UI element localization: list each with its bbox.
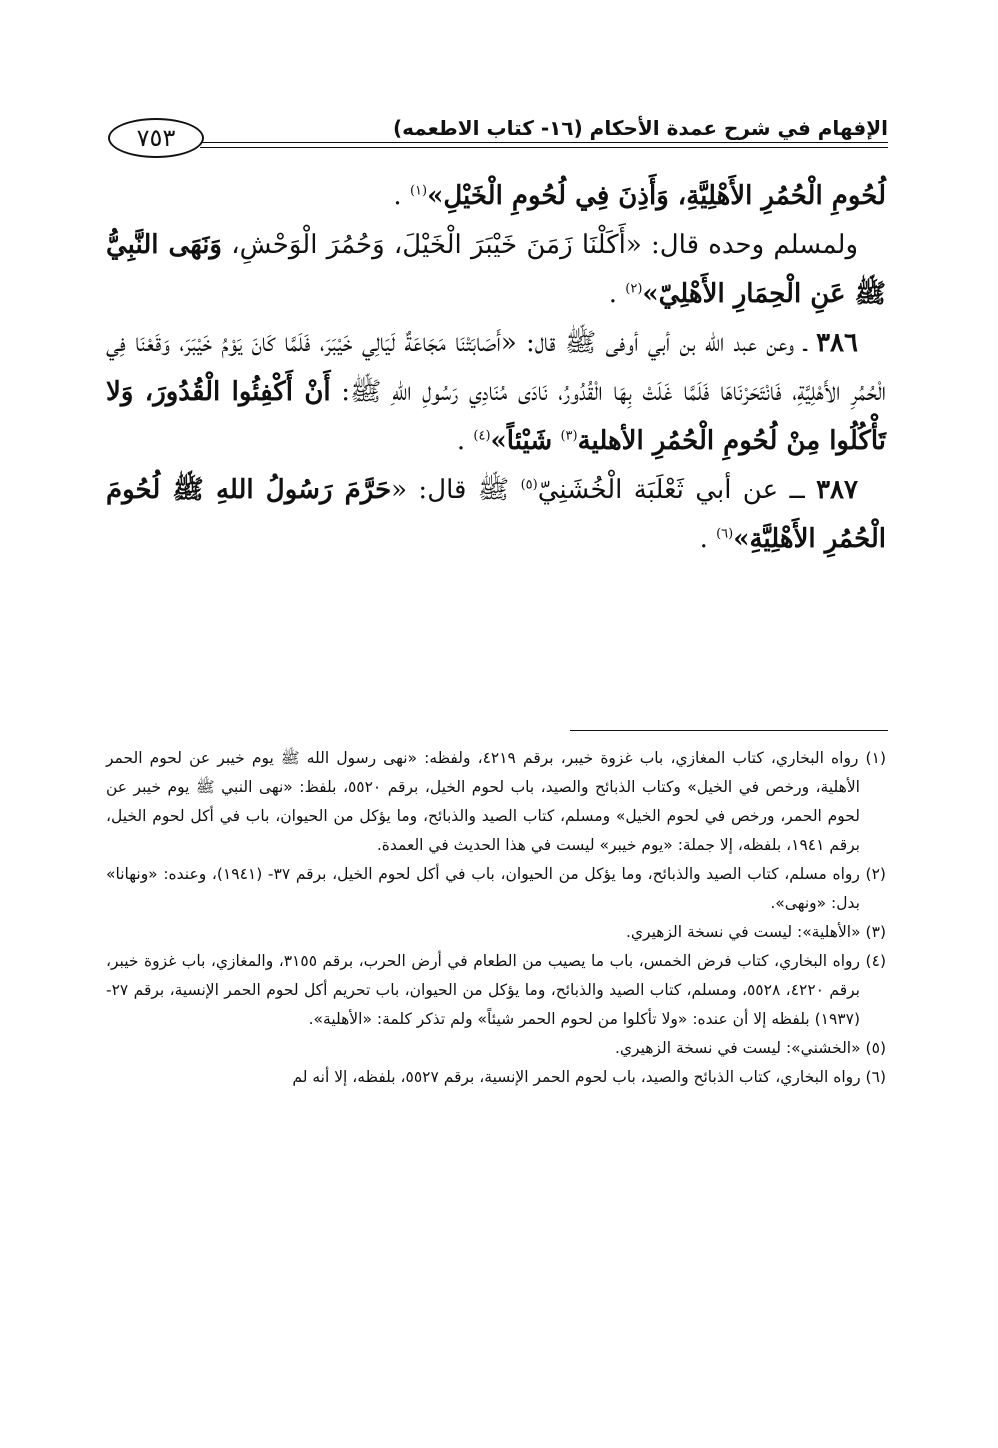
period: . (456, 426, 466, 456)
footnote-text: رواه مسلم، كتاب الصيد والذبائح، وما يؤكل من الحيوان، باب في أكل لحوم الخيل، برقم ٣٧- (١٩٤١)، وعنده: «ونهانا» بدل: «ونهى». (106, 865, 860, 912)
footnotes (106, 744, 886, 1092)
footnote-5 (106, 1034, 886, 1063)
hadith-387 (106, 466, 886, 564)
footnote-number: (٢) (865, 865, 886, 883)
running-header-title: الإفهام في شرح عمدة الأحكام (١٦- كتاب الاطعمه) (392, 116, 888, 140)
footnote-text: رواه البخاري، كتاب فرض الخمس، باب ما يصيب من الطعام في أرض الحرب، برقم ٣١٥٥، والمغازي، باب غزوة خيبر، برقم ٤٢٢٠، ٥٥٢٨، ومسلم، كتاب الصيد والذبائح، وما يؤكل من الحيوان، باب تحريم أكل لحوم الحمر الإنسية، برقم ٢٧- (١٩٣٧) بلفظه إلا أن عنده: «ولا تأكلوا من لحوم الحمر شيئاً» ولم تذكر كلمة: «الأهلية». (106, 952, 861, 1028)
header-rule-bottom (200, 147, 888, 148)
hadith-continuation: لُحُومِ الْحُمُرِ الأَهْلِيَّةِ، وَأَذِنَ فِي لُحُومِ الْخَيْلِ» (427, 181, 886, 211)
footnote-number: (٥) (865, 1039, 886, 1057)
footnote-text: رواه البخاري، كتاب الذبائح والصيد، باب لحوم الحمر الإنسية، برقم ٥٥٢٧، بلفظه، إلا أنه لم (292, 1068, 861, 1086)
muslim-narration: ولمسلم وحده قال: «أَكَلْنَا زَمَنَ خَيْبَرَ الْخَيْلَ، وَحُمُرَ الْوَحْشِ، (231, 230, 858, 260)
hadith-386-bold: أَنْ أَكْفِئُوا الْقُدُورَ، وَلا تَأْكُلُوا مِنْ لُحُومِ الْحُمُرِ الأهلية (106, 377, 886, 456)
hadith-number: ٣٨٦ (816, 328, 858, 358)
hadith-number: ٣٨٧ (816, 475, 858, 505)
page-number: ٧٥٣ (108, 118, 204, 158)
header-rule-top (200, 142, 888, 143)
footnote-2 (106, 860, 886, 918)
footnote-1 (106, 744, 886, 860)
page-header (108, 108, 888, 164)
period: . (393, 181, 402, 211)
hadith-386 (106, 319, 886, 466)
footnote-ref-3: (٣) (560, 428, 578, 444)
hadith-387-text-2: ﷺ قال: « (391, 475, 510, 505)
footnote-text: «الأهلية»: ليست في نسخة الزهيري. (625, 923, 861, 941)
footnote-ref-4: (٤) (473, 428, 491, 444)
footnote-ref-1: (١) (409, 183, 428, 199)
period: . (608, 279, 617, 309)
footnote-number: (٤) (865, 952, 886, 970)
hadith-386-text: ـ وعن عبد الله بن أبي أوفى ﷺ قال: «أَصَابَتْنَا مَجَاعَةٌ لَيَالِي خَيْبَرَ، فَلَمَّا كَانَ يَوْمُ خَيْبَرَ، وَقَعْنَا فِي الْحُمُرِ الأَهْلِيَّةِ، فَانْتَحَرْنَاهَا فَلَمَّا غَلَتْ بِهَا الْقُدُورُ، نَادَى مُنَادِي رَسُولِ اللهِ ﷺ: (106, 328, 887, 407)
footnote-text: «الخشني»: ليست في نسخة الزهيري. (614, 1039, 861, 1057)
hadith-387-bold: حَرَّمَ رَسُولُ اللهِ ﷺ لُحُومَ الْحُمُرِ الأَهْلِيَّةِ» (106, 475, 886, 554)
hadith-386-bold-end: شَيْئاً» (490, 426, 553, 456)
muslim-narration-bold: وَنَهَى النَّبِيُّ ﷺ عَنِ الْحِمَارِ الأَهْلِيّ» (106, 230, 886, 309)
footnote-text: رواه البخاري، كتاب المغازي، باب غزوة خيبر، برقم ٤٢١٩، ولفظه: «نهى رسول الله ﷺ يوم خيبر عن لحوم الحمر الأهلية، ورخص في الخيل» وكتاب الذبائح والصيد، باب لحوم الخيل، برقم ٥٥٢٠، بلفظ: «نهى النبي ﷺ يوم خيبر عن لحوم الحمر، ورخص في لحوم الخيل» ومسلم، كتاب الصيد والذبائح، وما يؤكل من الحيوان، باب في أكل لحوم الخيل، برقم ١٩٤١، بلفظه، إلا جملة: «يوم خيبر» ليست في هذا الحديث في العمدة. (106, 749, 860, 854)
footnote-ref-5: (٥) (520, 477, 538, 493)
main-text (106, 172, 886, 564)
footnote-number: (٦) (865, 1068, 886, 1086)
footnote-separator (570, 730, 888, 731)
paragraph-2 (106, 221, 886, 319)
footnote-number: (٣) (865, 923, 886, 941)
footnote-4 (106, 947, 886, 1034)
hadith-387-text: ــ عن أبي ثَعْلَبَة الْخُشَنِيّ (537, 475, 805, 505)
footnote-ref-2: (٢) (625, 281, 643, 297)
footnote-6 (106, 1063, 886, 1092)
paragraph-1 (106, 172, 886, 221)
footnote-number: (١) (865, 749, 886, 767)
footnote-3 (106, 918, 886, 947)
period: . (699, 524, 708, 554)
footnote-ref-6: (٦) (716, 526, 734, 542)
